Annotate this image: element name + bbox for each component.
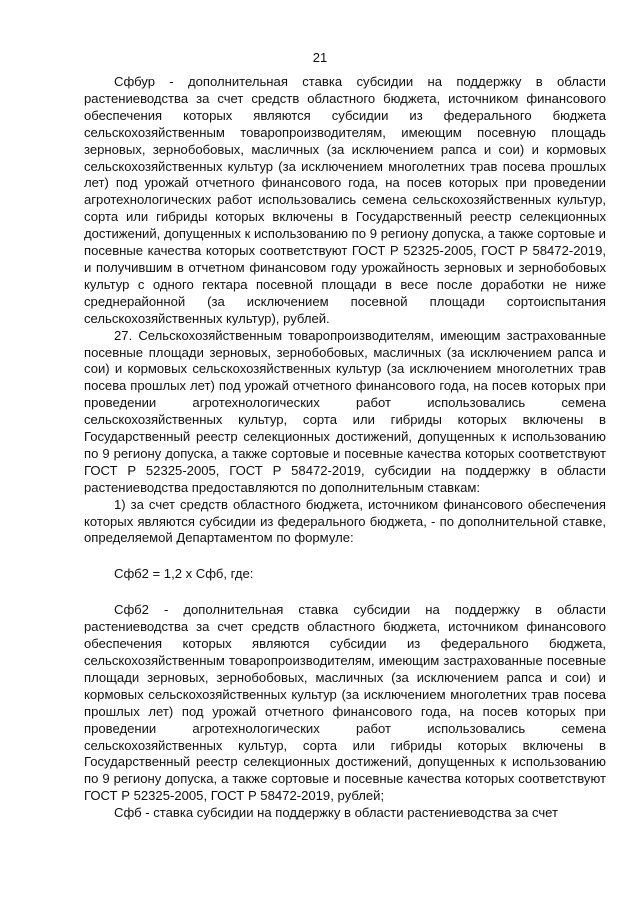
paragraph-27-item-1: 1) за счет средств областного бюджета, источником финансового обеспечения которых являются субсидии из федерального бюджета, - по дополнительной ставке, определяемой Департаментом по формуле: xyxy=(84,496,606,546)
paragraph-sfb2-definition: Сфб2 - дополнительная ставка субсидии на поддержку в области растениеводства за счет средств областного бюджета, источником финансового обеспечения которых являются субсидии из федерального бюджета, сельскохозяйственным товаропроизводителям, имеющим застрахованные посевные площади зерновых, зернобобовых, масличных (за исключением рапса и сои) и кормовых сельскохозяйственных культур (за исключением многолетних трав посева прошлых лет) под урожай отчетного финансового года, на посев которых при проведении агротехнологических работ использовались семена сельскохозяйственных культур, сорта или гибриды которых включены в Государственный реестр селекционных достижений, допущенных к использованию по 9 региону допуска, а также сортовые и посевные качества которых соответствуют ГОСТ Р 52325-2005, ГОСТ Р 58472-2019, рублей; xyxy=(84,602,606,804)
paragraph-27: 27. Сельскохозяйственным товаропроизводителям, имеющим застрахованные посевные площади зерновых, зернобобовых, масличных (за исключением рапса и сои) и кормовых сельскохозяйственных культур (за исключением многолетних трав посева прошлых лет) под урожай отчетного финансового года, на посев которых при проведении агротехнологических работ использовались семена сельскохозяйственных культур, сорта или гибриды которых включены в Государственный реестр селекционных достижений, допущенных к использованию по 9 региону допуска, а также сортовые и посевные качества которых соответствуют ГОСТ Р 52325-2005, ГОСТ Р 58472-2019, субсидии на поддержку в области растениеводства предоставляются по дополнительным ставкам: xyxy=(84,327,606,495)
document-body xyxy=(84,74,606,822)
formula-sfb2: Сфб2 = 1,2 х Сфб, где: xyxy=(114,566,254,582)
paragraph-sfb-definition: Сфб - ставка субсидии на поддержку в области растениеводства за счет xyxy=(114,805,559,821)
paragraph-sfbur-definition: Сфбур - дополнительная ставка субсидии на поддержку в области растениеводства за счет средств областного бюджета, источником финансового обеспечения которых являются субсидии из федерального бюджета сельскохозяйственным товаропроизводителям, имеющим посевную площадь зерновых, зернобобовых, масличных (за исключением рапса и сои) и кормовых сельскохозяйственных культур (за исключением многолетних трав посева прошлых лет) под урожай отчетного финансового года, на посев которых при проведении агротехнологических работ использовались семена сельскохозяйственных культур, сорта или гибриды которых включены в Государственный реестр селекционных достижений, допущенных к использованию по 9 региону допуска, а также сортовые и посевные качества которых соответствуют ГОСТ Р 52325-2005, ГОСТ Р 58472-2019, и получившим в отчетном финансовом году урожайность зерновых и зернобобовых культур с одного гектара посевной площади в весе после доработки не ниже среднерайонной (за исключением посевной площади сортоиспытания сельскохозяйственных культур), рублей. xyxy=(84,74,606,326)
page-number: 21 xyxy=(312,50,328,65)
